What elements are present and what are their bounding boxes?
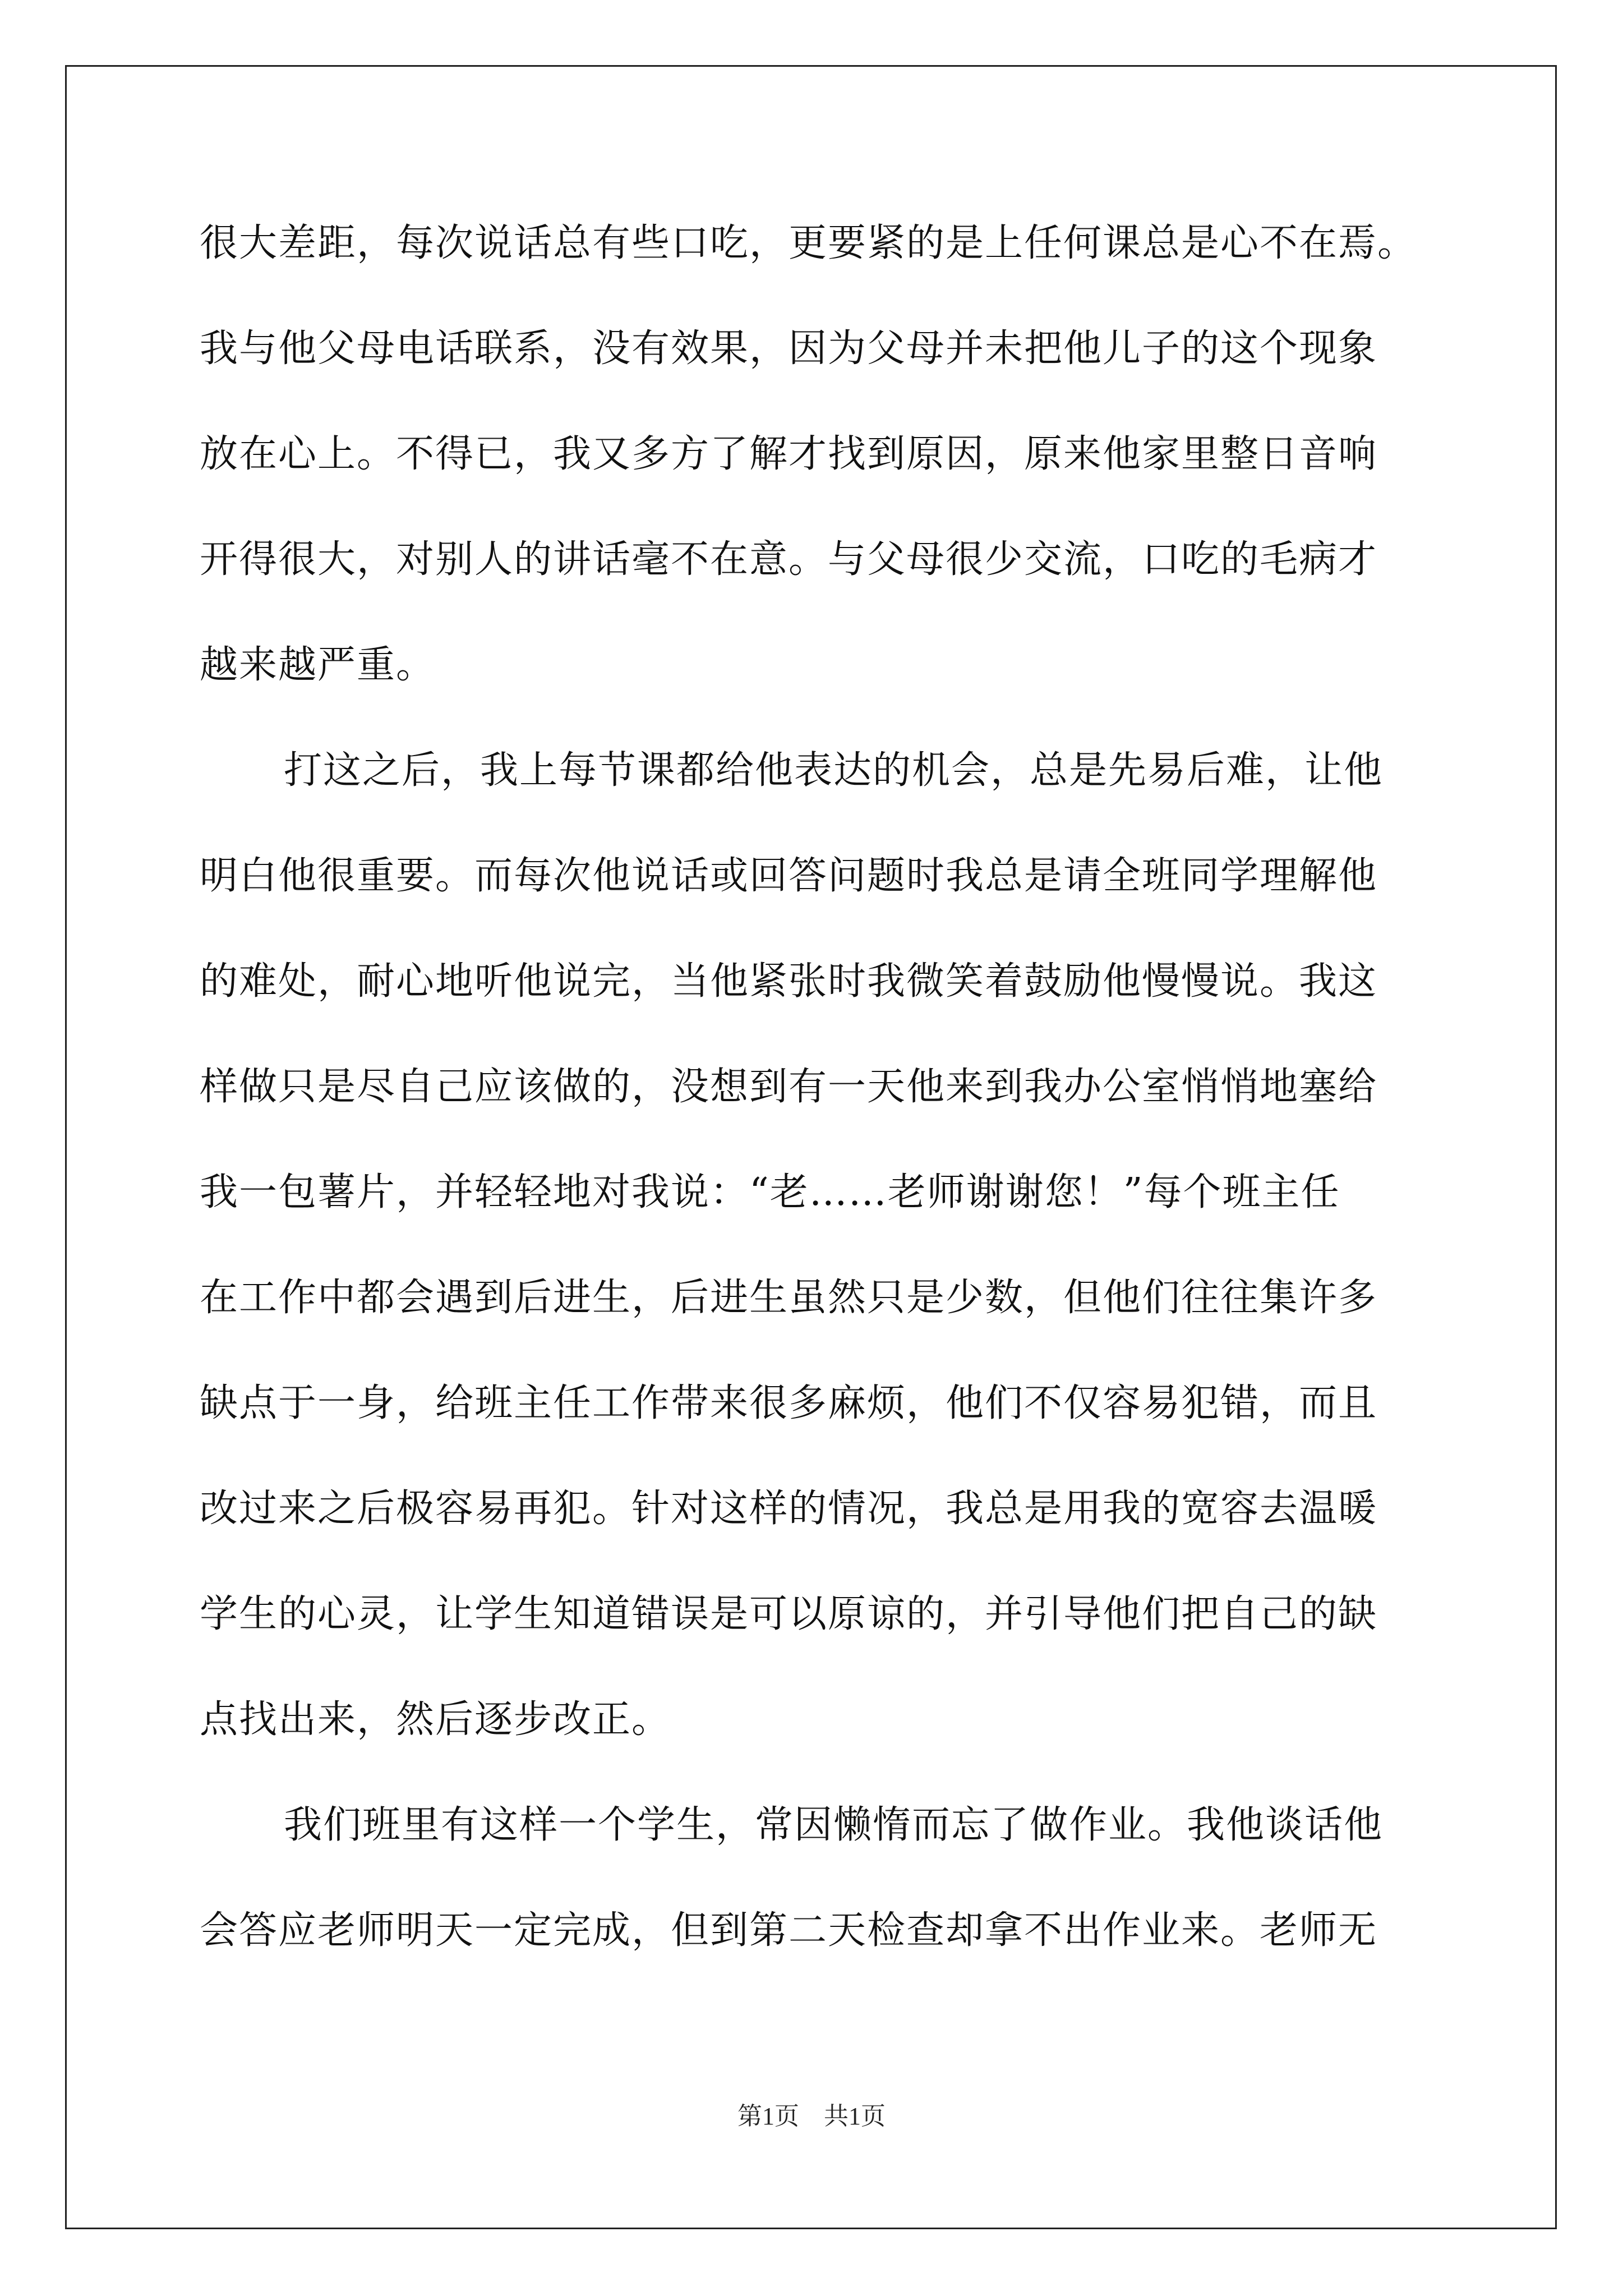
text-line: 放在心上。不得已，我又多方了解才找到原因，原来他家里整日音响 — [200, 432, 1378, 476]
text-line: 样做只是尽自己应该做的，没想到有一天他来到我办公室悄悄地塞给 — [200, 1065, 1378, 1109]
text-line: 学生的心灵，让学生知道错误是可以原谅的，并引导他们把自己的缺 — [200, 1592, 1378, 1636]
paragraph-first-line: 我们班里有这样一个学生，常因懒惰而忘了做作业。我他谈话他 — [284, 1803, 1384, 1847]
text-line: 明白他很重要。而每次他说话或回答问题时我总是请全班同学理解他 — [200, 854, 1378, 898]
text-line: 开得很大，对别人的讲话毫不在意。与父母很少交流，口吃的毛病才 — [200, 537, 1378, 582]
text-line: 的难处，耐心地听他说完，当他紧张时我微笑着鼓励他慢慢说。我这 — [200, 959, 1378, 1004]
text-line: 很大差距，每次说话总有些口吃，更要紧的是上任何课总是心不在焉。 — [200, 221, 1417, 265]
text-line: 改过来之后极容易再犯。针对这样的情况，我总是用我的宽容去温暖 — [200, 1487, 1378, 1531]
text-line: 点找出来，然后逐步改正。 — [200, 1697, 671, 1742]
text-line: 在工作中都会遇到后进生，后进生虽然只是少数，但他们往往集许多 — [200, 1276, 1378, 1320]
text-line: 会答应老师明天一定完成，但到第二天检查却拿不出作业来。老师无 — [200, 1908, 1378, 1953]
page-number-footer: 第1页 共1页 — [737, 2102, 886, 2130]
paragraph-first-line: 打这之后，我上每节课都给他表达的机会，总是先易后难，让他 — [284, 748, 1384, 793]
text-line: 越来越严重。 — [200, 643, 436, 687]
document-body — [200, 206, 1422, 1999]
text-line: 缺点于一身，给班主任工作带来很多麻烦，他们不仅容易犯错，而且 — [200, 1381, 1378, 1425]
text-line: 我一包薯片，并轻轻地对我说：“老……老师谢谢您！”每个班主任 — [200, 1170, 1340, 1214]
text-line: 我与他父母电话联系，没有效果，因为父母并未把他儿子的这个现象 — [200, 326, 1378, 371]
